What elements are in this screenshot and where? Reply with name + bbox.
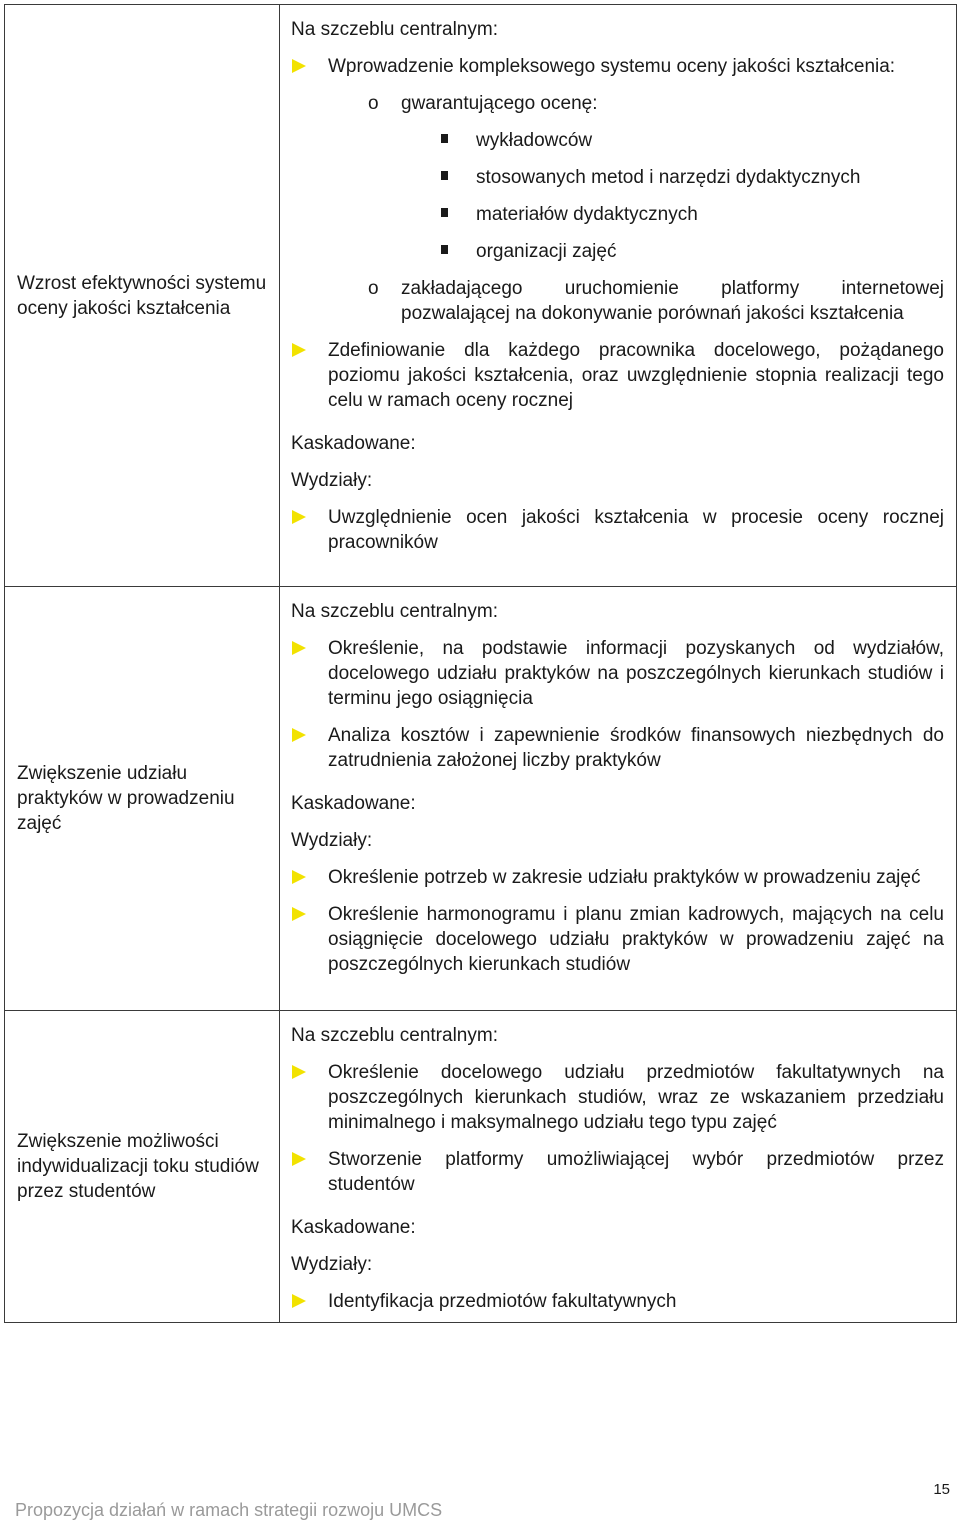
faculties-level-label: Wydziały:	[291, 830, 373, 851]
action-item: Określenie potrzeb w zakresie udziału praktyków w prowadzeniu zajęć	[291, 865, 944, 890]
arrow-bullet-icon	[292, 907, 306, 921]
cascade-level-label: Kaskadowane:	[291, 793, 416, 814]
faculties-level-label: Wydziały:	[291, 470, 373, 491]
action-item: Określenie docelowego udziału przedmiotów fakultatywnych na poszczególnych kierunkach studiów, wraz ze wskazaniem przedziału minimalnego i maksymalnego udziału tego typu zajęć	[291, 1060, 944, 1135]
actions-cell	[280, 1011, 957, 1323]
action-item: Identyfikacja przedmiotów fakultatywnych	[291, 1289, 944, 1314]
arrow-bullet-icon	[292, 1152, 306, 1166]
goal-text: Wzrost efektywności systemu oceny jakości kształcenia	[17, 272, 267, 319]
action-item: Uwzględnienie ocen jakości kształcenia w procesie oceny rocznej pracowników	[291, 505, 944, 555]
arrow-bullet-icon	[292, 1065, 306, 1079]
arrow-bullet-icon	[292, 728, 306, 742]
table-row	[5, 5, 957, 587]
goal-cell	[5, 587, 280, 1011]
goal-cell	[5, 5, 280, 587]
action-item: Zdefiniowanie dla każdego pracownika docelowego, pożądanego poziomu jakości kształcenia, oraz uwzględnienie stopnia realizacji tego celu w ramach oceny rocznej	[291, 338, 944, 413]
square-bullet-icon	[441, 134, 448, 143]
arrow-bullet-icon	[292, 510, 306, 524]
central-level-label: Na szczeblu centralnym:	[291, 19, 498, 40]
arrow-bullet-icon	[292, 870, 306, 884]
central-level-label: Na szczeblu centralnym:	[291, 601, 498, 622]
subsub-item: materiałów dydaktycznych	[291, 202, 944, 227]
arrow-bullet-icon	[292, 343, 306, 357]
action-item: Określenie, na podstawie informacji pozyskanych od wydziałów, docelowego udziału praktyków na poszczególnych kierunkach studiów i terminu jego osiągnięcia	[291, 636, 944, 711]
table-row	[5, 587, 957, 1011]
arrow-bullet-icon	[292, 1294, 306, 1308]
arrow-bullet-icon	[292, 641, 306, 655]
subsub-item: wykładowców	[291, 128, 944, 153]
actions-cell	[280, 5, 957, 587]
circle-bullet-icon: o	[368, 93, 379, 114]
arrow-bullet-icon	[292, 59, 306, 73]
sub-item: o gwarantującego ocenę:	[368, 93, 598, 114]
faculties-level-label: Wydziały:	[291, 1254, 373, 1275]
table-row	[5, 1011, 957, 1323]
page-number: 15	[933, 1481, 950, 1498]
square-bullet-icon	[441, 208, 448, 217]
strategy-table	[4, 4, 957, 1323]
goal-cell	[5, 1011, 280, 1323]
actions-cell	[280, 587, 957, 1011]
action-item: Stworzenie platformy umożliwiającej wybór przedmiotów przez studentów	[291, 1147, 944, 1197]
sub-item: o zakładającego uruchomienie platformy internetowej pozwalającej na dokonywanie porównań jakości kształcenia	[368, 278, 944, 324]
square-bullet-icon	[441, 171, 448, 180]
action-item: Analiza kosztów i zapewnienie środków finansowych niezbędnych do zatrudnienia założonej liczby praktyków	[291, 723, 944, 773]
action-item: Wprowadzenie kompleksowego systemu oceny jakości kształcenia:	[291, 54, 944, 79]
subsub-item: stosowanych metod i narzędzi dydaktycznych	[291, 165, 944, 190]
subsub-item: organizacji zajęć	[291, 239, 944, 264]
goal-text: Zwiększenie udziału praktyków w prowadzeniu zajęć	[17, 763, 235, 834]
circle-bullet-icon: o	[368, 278, 379, 299]
cascade-level-label: Kaskadowane:	[291, 1217, 416, 1238]
cascade-level-label: Kaskadowane:	[291, 433, 416, 454]
central-level-label: Na szczeblu centralnym:	[291, 1025, 498, 1046]
goal-text: Zwiększenie możliwości indywidualizacji toku studiów przez studentów	[17, 1131, 259, 1202]
square-bullet-icon	[441, 245, 448, 254]
footer-title: Propozycja działań w ramach strategii rozwoju UMCS	[15, 1500, 443, 1520]
action-item: Określenie harmonogramu i planu zmian kadrowych, mających na celu osiągnięcie docelowego udziału praktyków w prowadzeniu zajęć na poszczególnych kierunkach studiów	[291, 902, 944, 977]
